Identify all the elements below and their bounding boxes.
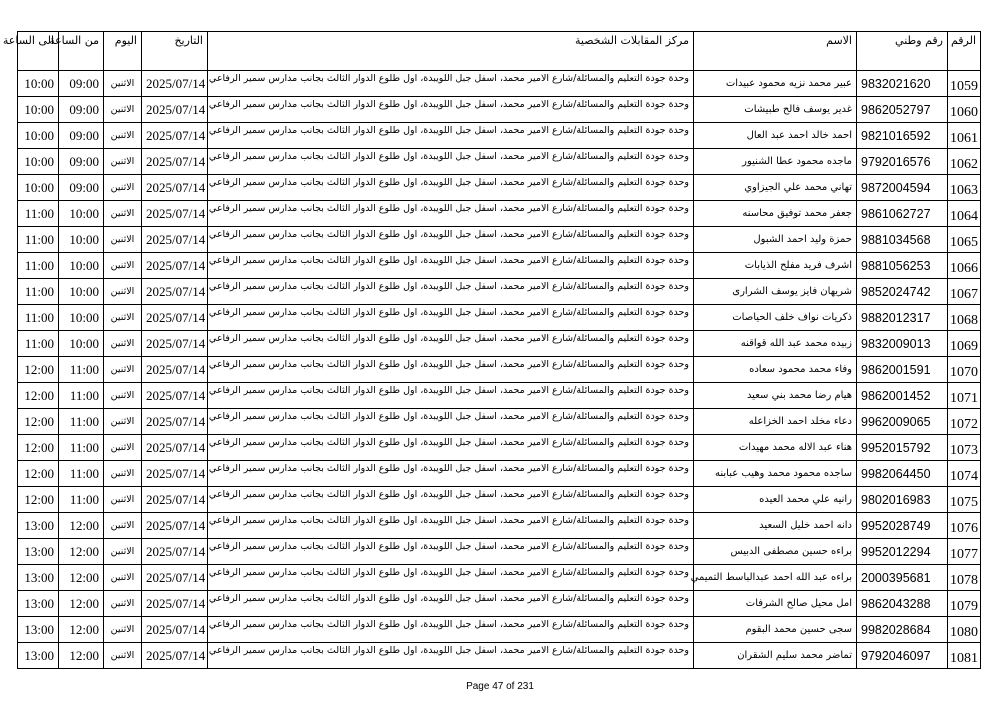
cell-day: الاثنين	[104, 175, 142, 201]
cell-num: 1068	[948, 305, 981, 331]
cell-from-time: 09:00	[59, 123, 104, 149]
cell-national-id: 9982028684	[857, 617, 948, 643]
cell-center: وحدة جودة التعليم والمسائلة/شارع الامير محمد، اسفل جبل اللويبدة، اول طلوع الدوار الثالث بجانب مدارس سمير الرفاعي	[208, 201, 694, 227]
cell-name: احمد خالد احمد عبد العال	[694, 123, 857, 149]
cell-national-id: 9862001452	[857, 383, 948, 409]
cell-center: وحدة جودة التعليم والمسائلة/شارع الامير محمد، اسفل جبل اللويبدة، اول طلوع الدوار الثالث بجانب مدارس سمير الرفاعي	[208, 409, 694, 435]
cell-from-time: 10:00	[59, 201, 104, 227]
cell-national-id: 9792016576	[857, 149, 948, 175]
cell-center: وحدة جودة التعليم والمسائلة/شارع الامير محمد، اسفل جبل اللويبدة، اول طلوع الدوار الثالث بجانب مدارس سمير الرفاعي	[208, 71, 694, 97]
cell-day: الاثنين	[104, 409, 142, 435]
cell-num: 1069	[948, 331, 981, 357]
cell-center: وحدة جودة التعليم والمسائلة/شارع الامير محمد، اسفل جبل اللويبدة، اول طلوع الدوار الثالث بجانب مدارس سمير الرفاعي	[208, 383, 694, 409]
cell-date: 2025/07/14	[142, 591, 208, 617]
cell-from-time: 12:00	[59, 643, 104, 669]
cell-from-time: 10:00	[59, 331, 104, 357]
cell-from-time: 11:00	[59, 487, 104, 513]
cell-date: 2025/07/14	[142, 227, 208, 253]
cell-day: الاثنين	[104, 487, 142, 513]
cell-from-time: 10:00	[59, 253, 104, 279]
table-row	[18, 617, 981, 643]
cell-center: وحدة جودة التعليم والمسائلة/شارع الامير محمد، اسفل جبل اللويبدة، اول طلوع الدوار الثالث بجانب مدارس سمير الرفاعي	[208, 357, 694, 383]
cell-center: وحدة جودة التعليم والمسائلة/شارع الامير محمد، اسفل جبل اللويبدة، اول طلوع الدوار الثالث بجانب مدارس سمير الرفاعي	[208, 461, 694, 487]
cell-num: 1078	[948, 565, 981, 591]
cell-from-time: 09:00	[59, 175, 104, 201]
cell-name: رانيه علي محمد العيده	[694, 487, 857, 513]
cell-national-id: 9952015792	[857, 435, 948, 461]
cell-day: الاثنين	[104, 565, 142, 591]
cell-national-id: 9852024742	[857, 279, 948, 305]
cell-from-time: 11:00	[59, 409, 104, 435]
cell-to-time: 11:00	[18, 227, 59, 253]
header-from: من الساعة	[59, 32, 104, 71]
header-center: مركز المقابلات الشخصية	[208, 32, 694, 71]
cell-name: ذكريات نواف خلف الحياصات	[694, 305, 857, 331]
cell-national-id: 9832021620	[857, 71, 948, 97]
cell-num: 1074	[948, 461, 981, 487]
cell-national-id: 9881056253	[857, 253, 948, 279]
table-header	[2, 32, 981, 71]
cell-num: 1059	[948, 71, 981, 97]
cell-num: 1081	[948, 643, 981, 669]
table-row	[18, 201, 981, 227]
table-row	[18, 227, 981, 253]
cell-date: 2025/07/14	[142, 253, 208, 279]
header-row	[18, 32, 981, 71]
table-row	[18, 123, 981, 149]
table-row	[18, 591, 981, 617]
table-body	[18, 71, 981, 669]
cell-num: 1066	[948, 253, 981, 279]
cell-to-time: 12:00	[18, 461, 59, 487]
cell-num: 1062	[948, 149, 981, 175]
header-to: الى الساعة	[18, 32, 59, 71]
cell-name: براءه عبد الله احمد عبدالباسط التميمي	[694, 565, 857, 591]
cell-center: وحدة جودة التعليم والمسائلة/شارع الامير محمد، اسفل جبل اللويبدة، اول طلوع الدوار الثالث بجانب مدارس سمير الرفاعي	[208, 643, 694, 669]
cell-center: وحدة جودة التعليم والمسائلة/شارع الامير محمد، اسفل جبل اللويبدة، اول طلوع الدوار الثالث بجانب مدارس سمير الرفاعي	[208, 591, 694, 617]
header-national-id: رقم وطني	[857, 32, 948, 71]
cell-center: وحدة جودة التعليم والمسائلة/شارع الامير محمد، اسفل جبل اللويبدة، اول طلوع الدوار الثالث بجانب مدارس سمير الرفاعي	[208, 227, 694, 253]
cell-national-id: 9982064450	[857, 461, 948, 487]
table-row	[18, 305, 981, 331]
cell-name: وفاء محمد محمود سعاده	[694, 357, 857, 383]
cell-name: دعاء مخلد احمد الخزاعله	[694, 409, 857, 435]
cell-date: 2025/07/14	[142, 643, 208, 669]
cell-name: عبير محمد نزيه محمود عبيدات	[694, 71, 857, 97]
cell-to-time: 13:00	[18, 617, 59, 643]
cell-date: 2025/07/14	[142, 305, 208, 331]
cell-day: الاثنين	[104, 253, 142, 279]
cell-national-id: 9881034568	[857, 227, 948, 253]
cell-name: حمزة وليد احمد الشبول	[694, 227, 857, 253]
page-footer: Page 47 of 231	[466, 681, 534, 692]
cell-from-time: 10:00	[59, 279, 104, 305]
cell-national-id: 9802016983	[857, 487, 948, 513]
cell-day: الاثنين	[104, 201, 142, 227]
cell-name: دانه احمد خليل السعيد	[694, 513, 857, 539]
cell-day: الاثنين	[104, 461, 142, 487]
table-row	[18, 643, 981, 669]
cell-day: الاثنين	[104, 435, 142, 461]
cell-day: الاثنين	[104, 513, 142, 539]
cell-to-time: 12:00	[18, 409, 59, 435]
cell-to-time: 11:00	[18, 279, 59, 305]
cell-num: 1070	[948, 357, 981, 383]
cell-name: غدير يوسف فالح طبيشات	[694, 97, 857, 123]
cell-to-time: 10:00	[18, 149, 59, 175]
cell-from-time: 12:00	[59, 565, 104, 591]
cell-num: 1065	[948, 227, 981, 253]
cell-name: ساجده محمود محمد وهيب عبابنه	[694, 461, 857, 487]
table-row	[18, 383, 981, 409]
cell-national-id: 2000395681	[857, 565, 948, 591]
cell-national-id: 9861062727	[857, 201, 948, 227]
table-row	[18, 461, 981, 487]
cell-center: وحدة جودة التعليم والمسائلة/شارع الامير محمد، اسفل جبل اللويبدة، اول طلوع الدوار الثالث بجانب مدارس سمير الرفاعي	[208, 435, 694, 461]
cell-from-time: 11:00	[59, 461, 104, 487]
cell-from-time: 10:00	[59, 227, 104, 253]
cell-date: 2025/07/14	[142, 565, 208, 591]
cell-num: 1064	[948, 201, 981, 227]
cell-num: 1060	[948, 97, 981, 123]
cell-center: وحدة جودة التعليم والمسائلة/شارع الامير محمد، اسفل جبل اللويبدة، اول طلوع الدوار الثالث بجانب مدارس سمير الرفاعي	[208, 513, 694, 539]
cell-name: براءه حسين مصطفى الدبيس	[694, 539, 857, 565]
cell-day: الاثنين	[104, 617, 142, 643]
cell-to-time: 11:00	[18, 201, 59, 227]
cell-name: جعفر محمد توفيق محاسنه	[694, 201, 857, 227]
cell-date: 2025/07/14	[142, 539, 208, 565]
cell-to-time: 12:00	[18, 383, 59, 409]
cell-national-id: 9872004594	[857, 175, 948, 201]
cell-national-id: 9952028749	[857, 513, 948, 539]
cell-from-time: 12:00	[59, 617, 104, 643]
schedule-page	[2, 31, 980, 669]
cell-to-time: 13:00	[18, 591, 59, 617]
cell-date: 2025/07/14	[142, 279, 208, 305]
header-name: الاسم	[694, 32, 857, 71]
cell-day: الاثنين	[104, 643, 142, 669]
cell-name: شريهان فايز يوسف الشرارى	[694, 279, 857, 305]
cell-to-time: 10:00	[18, 97, 59, 123]
cell-national-id: 9821016592	[857, 123, 948, 149]
header-day: اليوم	[104, 32, 142, 71]
cell-to-time: 10:00	[18, 71, 59, 97]
cell-to-time: 10:00	[18, 123, 59, 149]
cell-from-time: 11:00	[59, 383, 104, 409]
cell-day: الاثنين	[104, 357, 142, 383]
cell-center: وحدة جودة التعليم والمسائلة/شارع الامير محمد، اسفل جبل اللويبدة، اول طلوع الدوار الثالث بجانب مدارس سمير الرفاعي	[208, 539, 694, 565]
header-date: التاريخ	[142, 32, 208, 71]
cell-day: الاثنين	[104, 227, 142, 253]
cell-date: 2025/07/14	[142, 175, 208, 201]
cell-from-time: 12:00	[59, 513, 104, 539]
cell-num: 1073	[948, 435, 981, 461]
cell-num: 1061	[948, 123, 981, 149]
cell-center: وحدة جودة التعليم والمسائلة/شارع الامير محمد، اسفل جبل اللويبدة، اول طلوع الدوار الثالث بجانب مدارس سمير الرفاعي	[208, 175, 694, 201]
cell-num: 1079	[948, 591, 981, 617]
header-num: الرقم	[948, 32, 981, 71]
cell-to-time: 11:00	[18, 253, 59, 279]
cell-center: وحدة جودة التعليم والمسائلة/شارع الامير محمد، اسفل جبل اللويبدة، اول طلوع الدوار الثالث بجانب مدارس سمير الرفاعي	[208, 149, 694, 175]
cell-name: تهاني محمد علي الجيزاوي	[694, 175, 857, 201]
table-row	[18, 409, 981, 435]
cell-day: الاثنين	[104, 71, 142, 97]
table-row	[18, 253, 981, 279]
cell-to-time: 13:00	[18, 565, 59, 591]
cell-date: 2025/07/14	[142, 331, 208, 357]
cell-center: وحدة جودة التعليم والمسائلة/شارع الامير محمد، اسفل جبل اللويبدة، اول طلوع الدوار الثالث بجانب مدارس سمير الرفاعي	[208, 279, 694, 305]
cell-date: 2025/07/14	[142, 201, 208, 227]
interview-schedule-table	[2, 31, 981, 669]
table-row	[18, 357, 981, 383]
cell-name: تماضر محمد سليم الشقران	[694, 643, 857, 669]
cell-to-time: 12:00	[18, 435, 59, 461]
cell-national-id: 9832009013	[857, 331, 948, 357]
cell-date: 2025/07/14	[142, 383, 208, 409]
cell-to-time: 10:00	[18, 175, 59, 201]
cell-from-time: 12:00	[59, 539, 104, 565]
cell-national-id: 9962009065	[857, 409, 948, 435]
table-row	[18, 435, 981, 461]
cell-num: 1077	[948, 539, 981, 565]
cell-national-id: 9882012317	[857, 305, 948, 331]
cell-date: 2025/07/14	[142, 97, 208, 123]
cell-center: وحدة جودة التعليم والمسائلة/شارع الامير محمد، اسفل جبل اللويبدة، اول طلوع الدوار الثالث بجانب مدارس سمير الرفاعي	[208, 123, 694, 149]
table-row	[18, 71, 981, 97]
cell-from-time: 09:00	[59, 71, 104, 97]
table-row	[18, 487, 981, 513]
cell-national-id: 9862052797	[857, 97, 948, 123]
table-row	[18, 513, 981, 539]
cell-center: وحدة جودة التعليم والمسائلة/شارع الامير محمد، اسفل جبل اللويبدة، اول طلوع الدوار الثالث بجانب مدارس سمير الرفاعي	[208, 565, 694, 591]
table-row	[18, 279, 981, 305]
cell-national-id: 9862043288	[857, 591, 948, 617]
cell-date: 2025/07/14	[142, 487, 208, 513]
cell-num: 1075	[948, 487, 981, 513]
cell-date: 2025/07/14	[142, 513, 208, 539]
cell-name: سجى حسين محمد البقوم	[694, 617, 857, 643]
cell-name: هيام رضا محمد بني سعيد	[694, 383, 857, 409]
table-row	[18, 149, 981, 175]
cell-from-time: 09:00	[59, 97, 104, 123]
cell-day: الاثنين	[104, 539, 142, 565]
cell-num: 1071	[948, 383, 981, 409]
cell-date: 2025/07/14	[142, 461, 208, 487]
cell-num: 1072	[948, 409, 981, 435]
cell-day: الاثنين	[104, 149, 142, 175]
cell-center: وحدة جودة التعليم والمسائلة/شارع الامير محمد، اسفل جبل اللويبدة، اول طلوع الدوار الثالث بجانب مدارس سمير الرفاعي	[208, 331, 694, 357]
table-row	[18, 175, 981, 201]
cell-center: وحدة جودة التعليم والمسائلة/شارع الامير محمد، اسفل جبل اللويبدة، اول طلوع الدوار الثالث بجانب مدارس سمير الرفاعي	[208, 487, 694, 513]
cell-date: 2025/07/14	[142, 71, 208, 97]
cell-name: امل محيل صالح الشرفات	[694, 591, 857, 617]
cell-from-time: 12:00	[59, 591, 104, 617]
cell-num: 1076	[948, 513, 981, 539]
cell-day: الاثنين	[104, 591, 142, 617]
cell-from-time: 11:00	[59, 435, 104, 461]
cell-day: الاثنين	[104, 305, 142, 331]
cell-from-time: 11:00	[59, 357, 104, 383]
cell-national-id: 9952012294	[857, 539, 948, 565]
cell-center: وحدة جودة التعليم والمسائلة/شارع الامير محمد، اسفل جبل اللويبدة، اول طلوع الدوار الثالث بجانب مدارس سمير الرفاعي	[208, 97, 694, 123]
table-row	[18, 565, 981, 591]
table-row	[18, 539, 981, 565]
cell-day: الاثنين	[104, 123, 142, 149]
cell-day: الاثنين	[104, 97, 142, 123]
cell-national-id: 9792046097	[857, 643, 948, 669]
cell-date: 2025/07/14	[142, 123, 208, 149]
cell-to-time: 13:00	[18, 643, 59, 669]
cell-name: ماجده محمود عطا الشنيور	[694, 149, 857, 175]
cell-from-time: 10:00	[59, 305, 104, 331]
cell-day: الاثنين	[104, 279, 142, 305]
cell-from-time: 09:00	[59, 149, 104, 175]
cell-name: اشرف فريد مفلح الذيابات	[694, 253, 857, 279]
cell-center: وحدة جودة التعليم والمسائلة/شارع الامير محمد، اسفل جبل اللويبدة، اول طلوع الدوار الثالث بجانب مدارس سمير الرفاعي	[208, 253, 694, 279]
cell-date: 2025/07/14	[142, 435, 208, 461]
cell-date: 2025/07/14	[142, 149, 208, 175]
table-row	[18, 331, 981, 357]
cell-num: 1063	[948, 175, 981, 201]
cell-num: 1080	[948, 617, 981, 643]
cell-date: 2025/07/14	[142, 617, 208, 643]
cell-date: 2025/07/14	[142, 409, 208, 435]
cell-name: هناء عبد الاله محمد مهيدات	[694, 435, 857, 461]
cell-to-time: 13:00	[18, 513, 59, 539]
table-row	[18, 97, 981, 123]
cell-center: وحدة جودة التعليم والمسائلة/شارع الامير محمد، اسفل جبل اللويبدة، اول طلوع الدوار الثالث بجانب مدارس سمير الرفاعي	[208, 617, 694, 643]
cell-num: 1067	[948, 279, 981, 305]
cell-center: وحدة جودة التعليم والمسائلة/شارع الامير محمد، اسفل جبل اللويبدة، اول طلوع الدوار الثالث بجانب مدارس سمير الرفاعي	[208, 305, 694, 331]
cell-national-id: 9862001591	[857, 357, 948, 383]
cell-to-time: 12:00	[18, 357, 59, 383]
cell-name: زبيده محمد عبد الله قواقنه	[694, 331, 857, 357]
cell-date: 2025/07/14	[142, 357, 208, 383]
cell-day: الاثنين	[104, 383, 142, 409]
cell-day: الاثنين	[104, 331, 142, 357]
cell-to-time: 12:00	[18, 487, 59, 513]
cell-to-time: 11:00	[18, 331, 59, 357]
cell-to-time: 13:00	[18, 539, 59, 565]
cell-to-time: 11:00	[18, 305, 59, 331]
